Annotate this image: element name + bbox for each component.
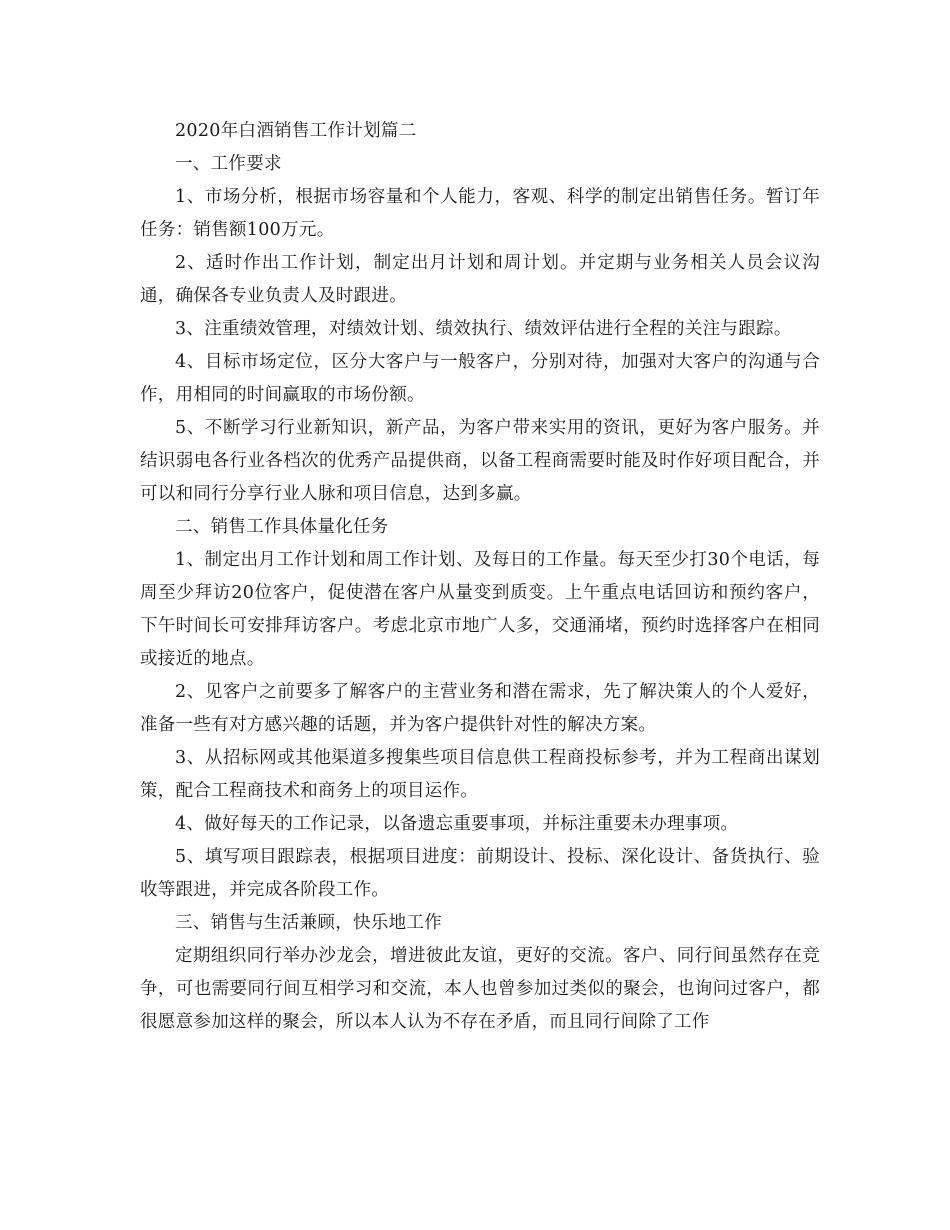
paragraph: 5、不断学习行业新知识，新产品，为客户带来实用的资讯，更好为客户服务。并结识弱电各行业各档次的优秀产品提供商，以备工程商需要时能及时作好项目配合，并可以和同行分享行业人脉和项目信息，达到多赢。: [140, 418, 820, 504]
paragraph: 定期组织同行举办沙龙会，增进彼此友谊，更好的交流。客户、同行间虽然存在竞争，可也需要同行间互相学习和交流，本人也曾参加过类似的聚会，也询问过客户，都很愿意参加这样的聚会，所以本人认为不存在矛盾，而且同行间除了工作: [140, 946, 820, 1032]
paragraph: 4、做好每天的工作记录，以备遗忘重要事项，并标注重要未办理事项。: [175, 814, 739, 834]
document-title: 2020年白酒销售工作计划篇二: [175, 121, 417, 141]
section-heading-1: 一、工作要求: [175, 154, 282, 174]
paragraph: 1、市场分析，根据市场容量和个人能力，客观、科学的制定出销售任务。暂订年任务：销售额100万元。: [140, 187, 820, 240]
paragraph: 4、目标市场定位，区分大客户与一般客户，分别对待，加强对大客户的沟通与合作，用相同的时间赢取的市场份额。: [140, 352, 820, 405]
paragraph: 1、制定出月工作计划和周工作计划、及每日的工作量。每天至少打30个电话，每周至少拜访20位客户，促使潜在客户从量变到质变。上午重点电话回访和预约客户，下午时间长可安排拜访客户。考虑北京市地广人多，交通涌堵，预约时选择客户在相同或接近的地点。: [140, 550, 820, 669]
section-heading-2: 二、销售工作具体量化任务: [175, 517, 389, 537]
paragraph: 3、从招标网或其他渠道多搜集些项目信息供工程商投标参考，并为工程商出谋划策，配合工程商技术和商务上的项目运作。: [140, 748, 820, 801]
paragraph: 3、注重绩效管理，对绩效计划、绩效执行、绩效评估进行全程的关注与跟踪。: [175, 319, 792, 339]
document-body: [140, 115, 820, 1039]
paragraph: 2、适时作出工作计划，制定出月计划和周计划。并定期与业务相关人员会议沟通，确保各专业负责人及时跟进。: [140, 253, 820, 306]
section-heading-3: 三、销售与生活兼顾，快乐地工作: [175, 913, 442, 933]
paragraph: 5、填写项目跟踪表，根据项目进度：前期设计、投标、深化设计、备货执行、验收等跟进，并完成各阶段工作。: [140, 847, 820, 900]
paragraph: 2、见客户之前要多了解客户的主营业务和潜在需求，先了解决策人的个人爱好，准备一些有对方感兴趣的话题，并为客户提供针对性的解决方案。: [140, 682, 820, 735]
